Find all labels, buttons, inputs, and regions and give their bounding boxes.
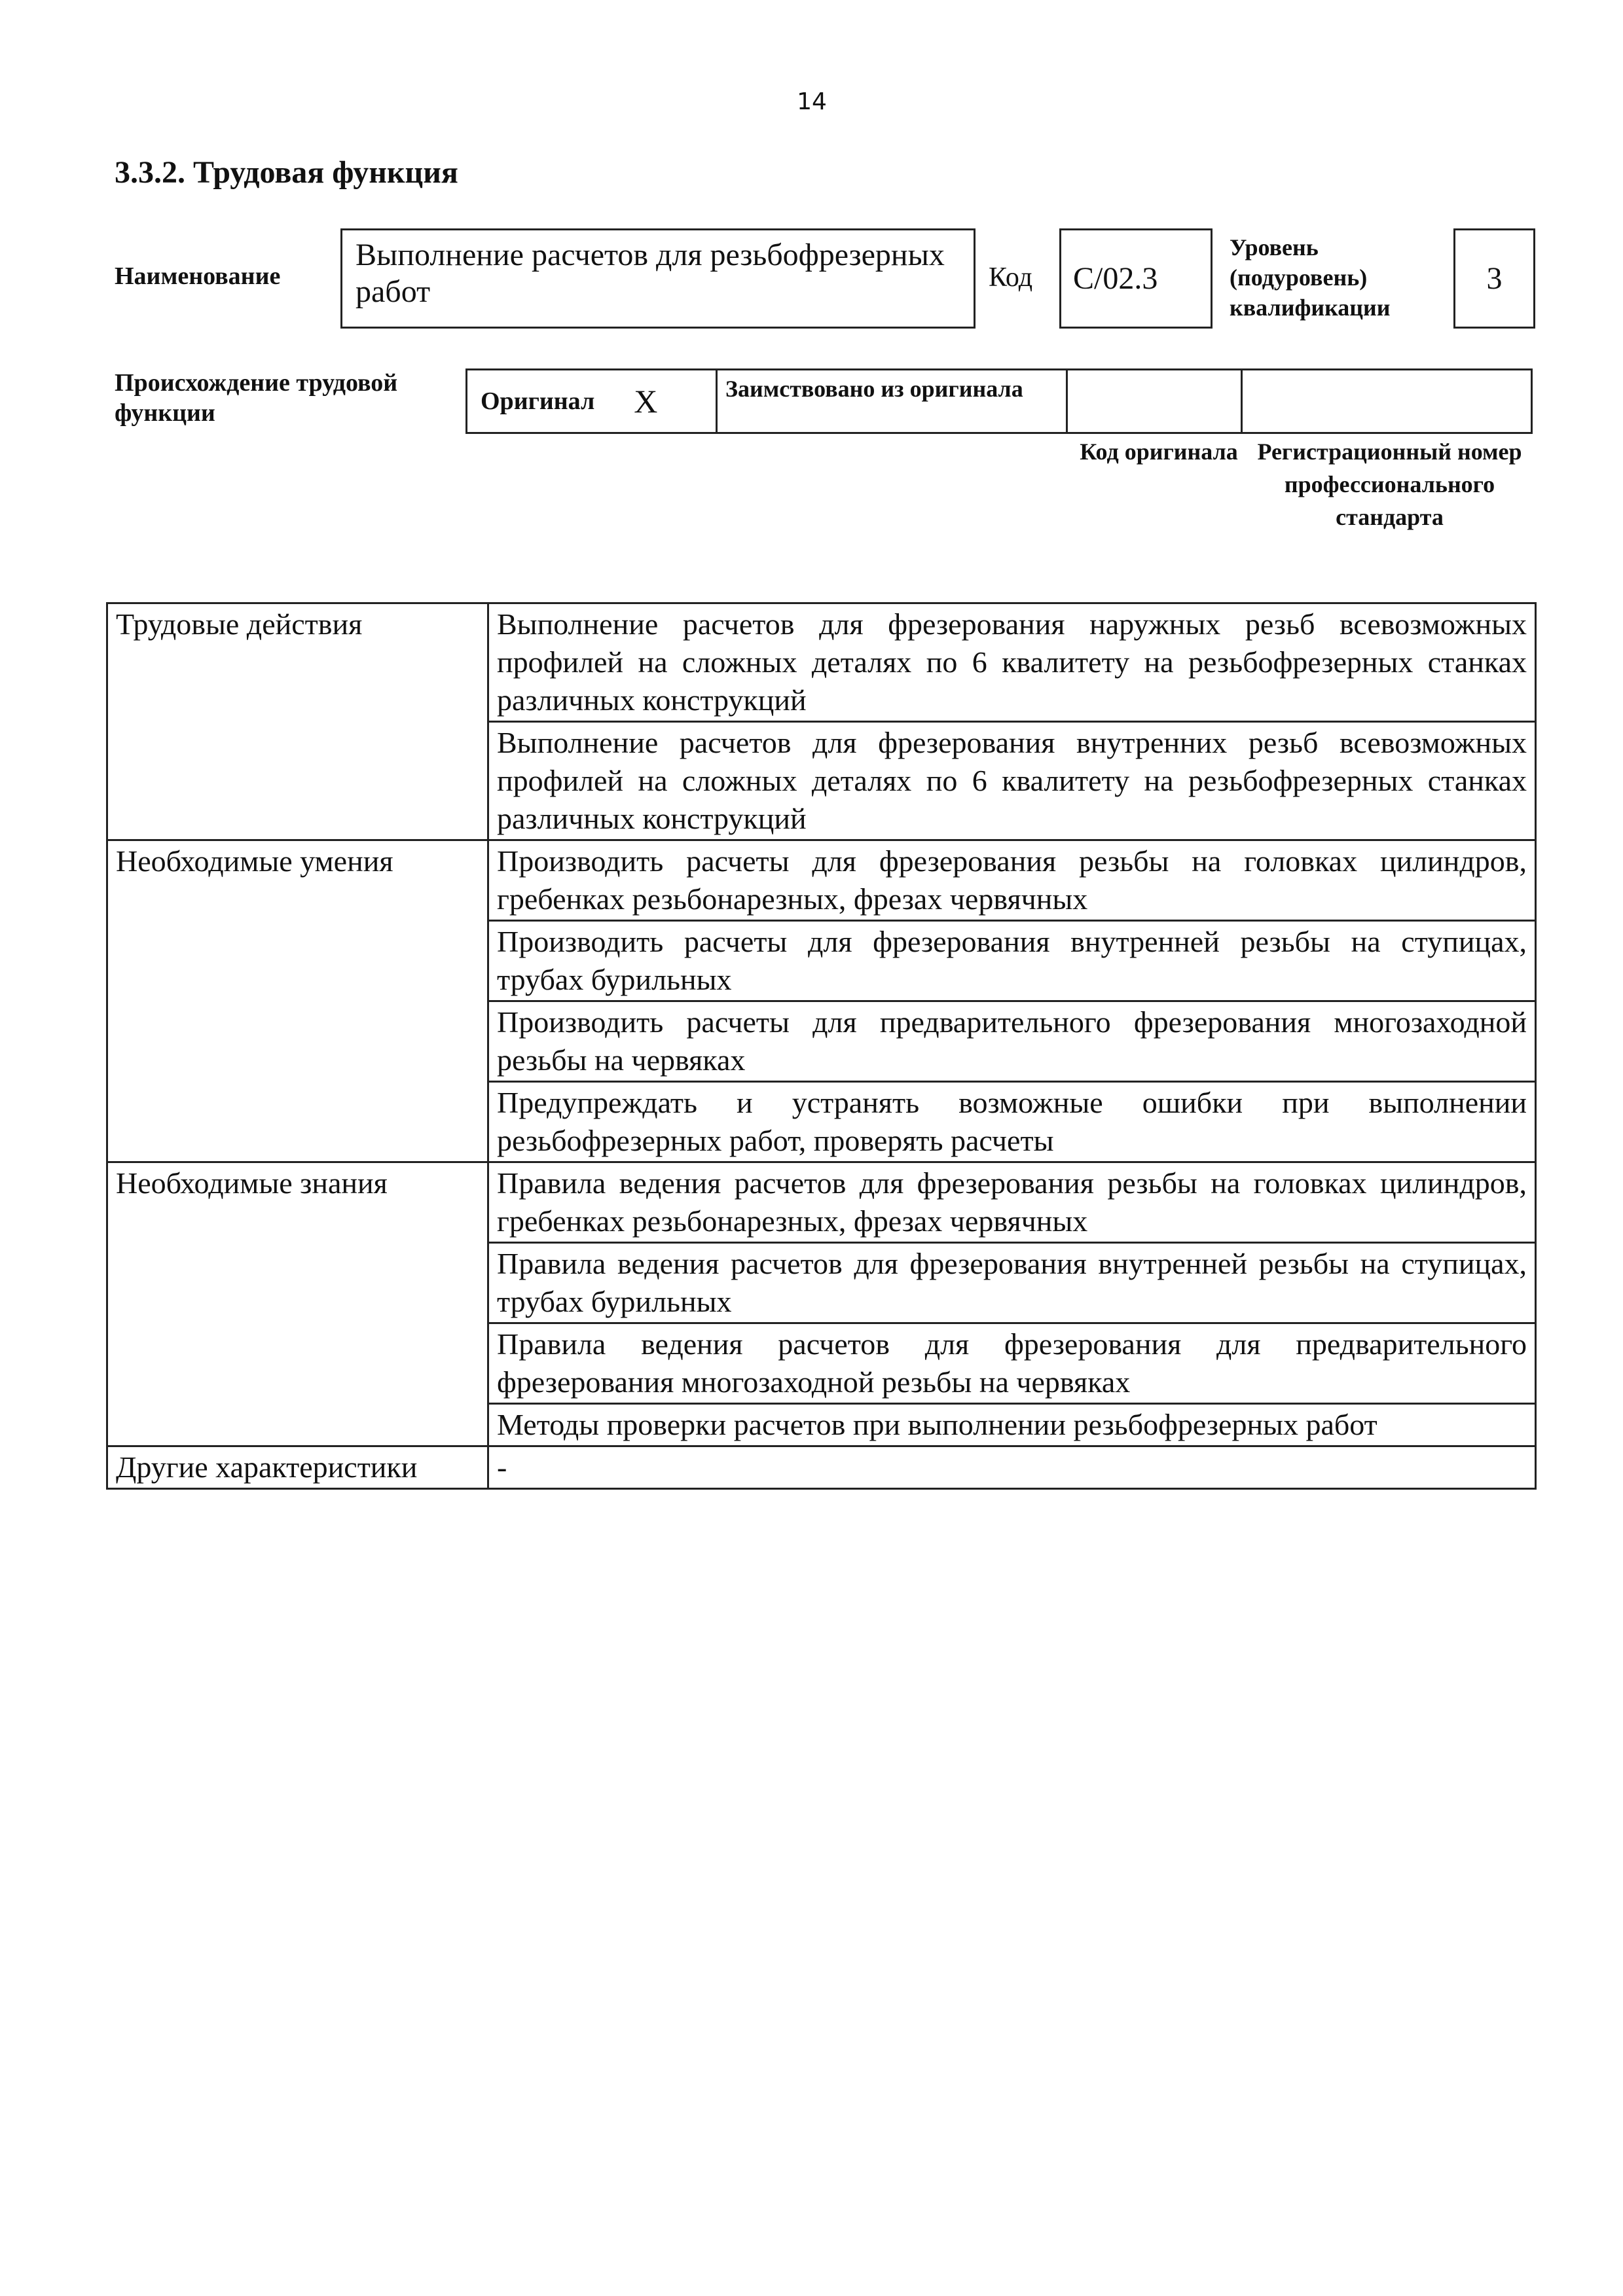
item-cell: Методы проверки расчетов при выполнении резьбофрезерных работ (488, 1404, 1536, 1446)
table-row (107, 1162, 1536, 1243)
category-cell: Необходимые умения (107, 840, 488, 1162)
item-cell: - (488, 1446, 1536, 1489)
qualification-level-label: Уровень (подуровень) квалификации (1230, 234, 1391, 321)
item-cell: Правила ведения расчетов для фрезерования резьбы на головках цилиндров, гребенках резьбонарезных, фрезах червячных (488, 1162, 1536, 1243)
item-cell: Правила ведения расчетов для фрезерования внутренней резьбы на ступицах, трубах бурильных (488, 1243, 1536, 1323)
function-name-box: Выполнение расчетов для резьбофрезерных работ (340, 228, 976, 329)
origin-label: Происхождение трудовой функции (115, 369, 398, 427)
category-cell: Другие характеристики (107, 1446, 488, 1489)
category-cell: Необходимые знания (107, 1162, 488, 1446)
page-number: 14 (797, 88, 827, 115)
table-row (107, 603, 1536, 722)
item-cell: Производить расчеты для фрезерования резьбы на головках цилиндров, гребенках резьбонарезных, фрезах червячных (488, 840, 1536, 921)
item-cell: Выполнение расчетов для фрезерования внутренних резьб всевозможных профилей на сложных деталях по 6 квалитету на резьбофрезерных станках различных конструкций (488, 722, 1536, 840)
code-label: Код (989, 262, 1033, 293)
item-cell: Производить расчеты для фрезерования внутренней резьбы на ступицах, трубах бурильных (488, 921, 1536, 1001)
code-value-box: C/02.3 (1059, 228, 1213, 329)
original-mark: X (634, 383, 658, 420)
function-details-table (106, 602, 1537, 1490)
item-cell: Правила ведения расчетов для фрезерования для предварительного фрезерования многозаходной резьбы на червяках (488, 1323, 1536, 1404)
item-cell: Производить расчеты для предварительного фрезерования многозаходной резьбы на червяках (488, 1001, 1536, 1082)
registration-number-caption: Регистрационный номер профессионального стандарта (1257, 439, 1522, 530)
name-label: Наименование (115, 262, 281, 290)
table-row (107, 840, 1536, 921)
origin-table (467, 368, 1537, 434)
qualification-level-box: 3 (1453, 228, 1535, 329)
origin-original-cell (465, 368, 718, 434)
original-code-caption: Код оригинала (1080, 439, 1238, 465)
section-title: 3.3.2. Трудовая функция (115, 155, 458, 190)
original-label: Оригинал (481, 387, 595, 415)
original-code-cell (1066, 368, 1243, 434)
item-cell: Выполнение расчетов для фрезерования наружных резьб всевозможных профилей на сложных деталях по 6 квалитету на резьбофрезерных станках различных конструкций (488, 603, 1536, 722)
table-row (107, 1446, 1536, 1489)
category-cell: Трудовые действия (107, 603, 488, 840)
registration-number-cell (1241, 368, 1533, 434)
item-cell: Предупреждать и устранять возможные ошибки при выполнении резьбофрезерных работ, проверять расчеты (488, 1082, 1536, 1162)
borrowed-label: Заимствовано из оригинала (716, 368, 1068, 434)
